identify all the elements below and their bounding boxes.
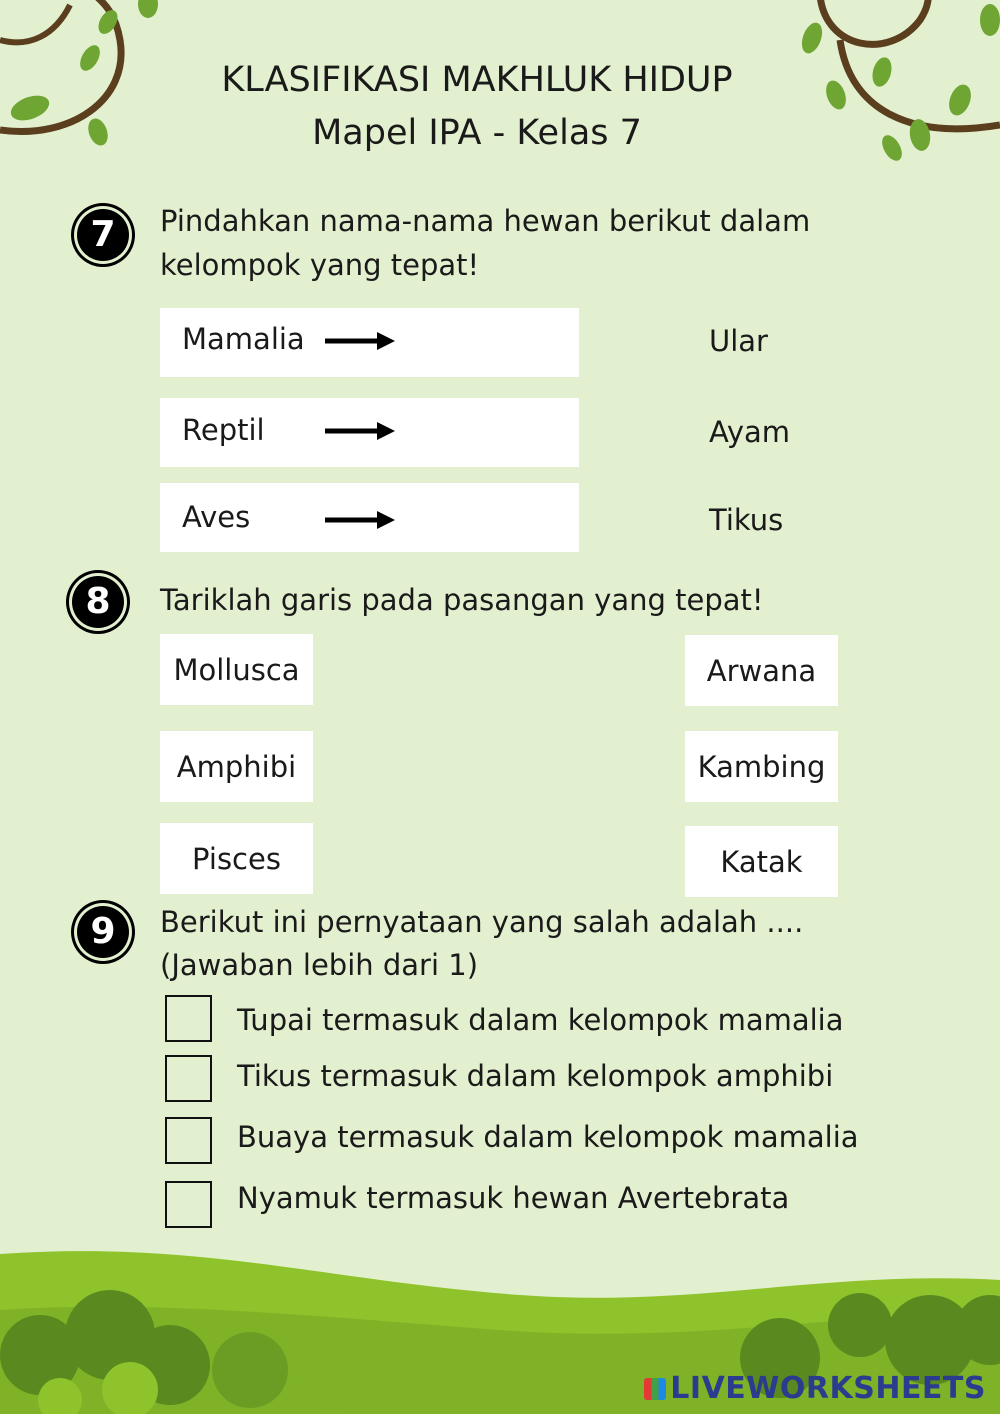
option-4-label: Nyamuk termasuk hewan Avertebrata (237, 1181, 790, 1215)
option-1-label: Tupai termasuk dalam kelompok mamalia (237, 1003, 844, 1037)
question-7-text-line1: Pindahkan nama-nama hewan berikut dalam (160, 204, 811, 238)
page-title: KLASIFIKASI MAKHLUK HIDUP (221, 60, 733, 100)
page-subtitle: Mapel IPA - Kelas 7 (312, 113, 642, 153)
question-8-text: Tariklah garis pada pasangan yang tepat! (160, 583, 764, 617)
logo-icon (644, 1378, 666, 1400)
match-right-arwana[interactable]: Arwana (685, 635, 838, 706)
checkbox-option-1[interactable] (165, 995, 212, 1042)
question-number-9: 9 (77, 906, 129, 958)
draggable-animal-ayam[interactable]: Ayam (709, 415, 791, 449)
match-right-kambing[interactable]: Kambing (685, 731, 838, 802)
checkbox-option-3[interactable] (165, 1117, 212, 1164)
match-left-pisces[interactable]: Pisces (160, 823, 313, 894)
category-label-aves: Aves (182, 500, 251, 534)
liveworksheets-logo: LIVEWORKSHEETS (644, 1371, 986, 1406)
checkbox-option-2[interactable] (165, 1055, 212, 1102)
arrow-right-icon (325, 331, 395, 351)
category-label-reptil: Reptil (182, 413, 265, 447)
question-9-text-line2: (Jawaban lebih dari 1) (160, 948, 479, 982)
category-label-mamalia: Mamalia (182, 322, 305, 356)
match-right-katak[interactable]: Katak (685, 826, 838, 897)
arrow-right-icon (325, 421, 395, 441)
draggable-animal-tikus[interactable]: Tikus (709, 503, 784, 537)
match-left-mollusca[interactable]: Mollusca (160, 634, 313, 705)
question-9-text-line1: Berikut ini pernyataan yang salah adalah .... (160, 905, 804, 939)
match-left-amphibi[interactable]: Amphibi (160, 731, 313, 802)
arrow-right-icon (325, 510, 395, 530)
question-number-7: 7 (77, 209, 129, 261)
draggable-animal-ular[interactable]: Ular (709, 324, 768, 358)
checkbox-option-4[interactable] (165, 1181, 212, 1228)
option-2-label: Tikus termasuk dalam kelompok amphibi (237, 1059, 834, 1093)
option-3-label: Buaya termasuk dalam kelompok mamalia (237, 1120, 859, 1154)
question-number-8: 8 (72, 576, 124, 628)
question-7-text-line2: kelompok yang tepat! (160, 248, 480, 282)
